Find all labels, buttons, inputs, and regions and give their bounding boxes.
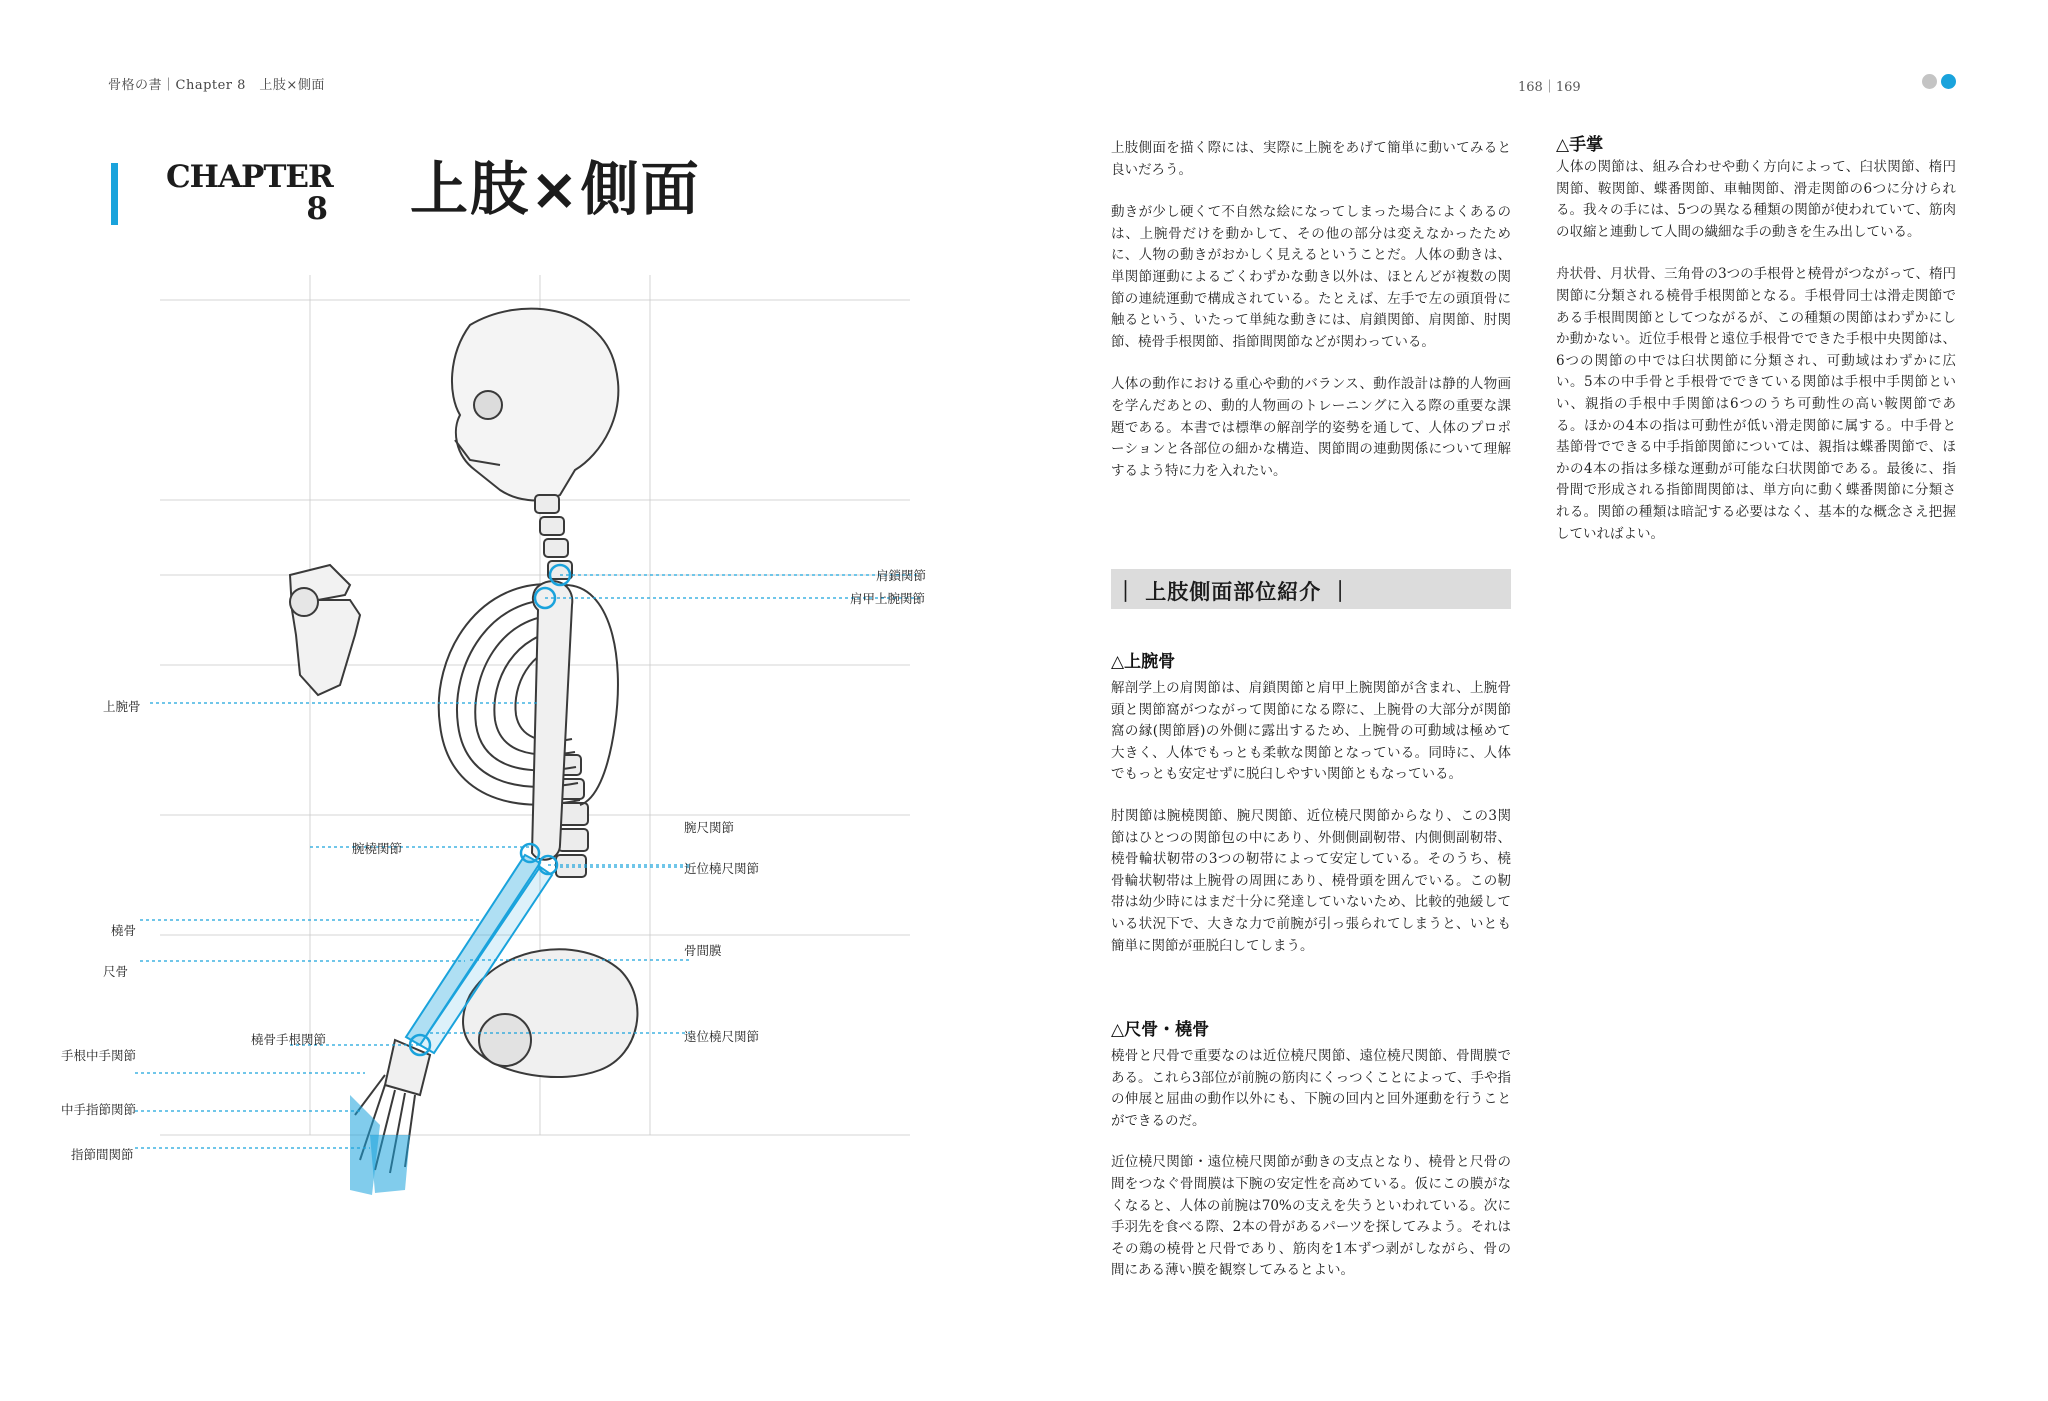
section-title: ｜ 上肢側面部位紹介 ｜ (1115, 580, 1352, 604)
label-interphalangeal-joint: 指節間関節 (71, 1147, 134, 1162)
label-humeroradial-joint: 腕橈関節 (351, 841, 402, 856)
label-acromioclavicular-joint: 肩鎖関節 (876, 568, 927, 583)
skeleton-side-illustration (0, 255, 1000, 1255)
forearm-text (1111, 1046, 1511, 1302)
hand-paragraph-1: 人体の関節は、組み合わせや動く方向によって、臼状関節、楕円関節、鞍関節、蝶番関節、車軸関節、滑走関節の6つに分けられる。我々の手には、5つの異なる種類の関節が使われていて、筋肉の収縮と連動して人間の繊細な手の動きを生み出している。 (1556, 159, 1956, 240)
hand-heading: △手掌 (1556, 135, 1604, 155)
rib-cage (439, 584, 618, 805)
label-humeroulnar-joint: 腕尺関節 (684, 820, 735, 835)
page-indicator-dot-inactive (1922, 74, 1937, 89)
humerus-paragraph-1: 解剖学上の肩関節は、肩鎖関節と肩甲上腕関節が含まれ、上腕骨頭と関節窩がつながって関節になる際に、上腕骨の大部分が関節窩の縁(関節唇)の外側に露出するため、上腕骨の可動域は極めて大きく、人体でもっとも柔軟な関節となっている。同時に、人体でもっとも安定せずに脱臼しやすい関節ともなっている。 (1111, 680, 1511, 783)
humerus-heading: △上腕骨 (1111, 652, 1176, 672)
page-numbers: 168｜169 (1518, 80, 1581, 95)
intro-paragraph-3: 人体の動作における重心や動的バランス、動作設計は静的人物画を学んだあとの、動的人物画のトレーニングに入る際の重要な課題である。本書では標準の解剖学的姿勢を通して、人体のプロポーションと各部位の細かな構造、関節間の連動関係について理解するよう特に力を入れたい。 (1111, 376, 1511, 479)
label-interosseous-membrane: 骨間膜 (684, 943, 722, 958)
forearm-paragraph-2: 近位橈尺関節・遠位橈尺関節が動きの支点となり、橈骨と尺骨の間をつなぐ骨間膜は下腕の安定性を高めている。仮にこの膜がなくなると、人体の前腕は70%の支えを失うといわれている。次に手羽先を食べる際、2本の骨があるパーツを探してみよう。それはその鶏の橈骨と尺骨であり、筋肉を1本ずつ剥がしながら、骨の間にある薄い膜を観察してみるとよい。 (1111, 1154, 1511, 1279)
label-distal-radioulnar-joint: 遠位橈尺関節 (684, 1029, 760, 1044)
label-radiocarpal-joint: 橈骨手根関節 (250, 1032, 326, 1047)
humerus-paragraph-2: 肘関節は腕橈関節、腕尺関節、近位橈尺関節からなり、この3関節はひとつの関節包の中にあり、外側側副靭帯、内側側副靭帯、橈骨輪状靭帯の3つの靭帯によって安定している。そのうち、橈骨輪状靭帯は上腕骨の周囲にあり、橈骨頭を囲んでいる。この靭帯は幼少時にはまだ十分に発達していないため、比較的弛緩している状況下で、大きな力で前腕が引っ張られてしまうと、いとも簡単に関節が亜脱臼してしまう。 (1111, 807, 1511, 954)
chapter-label: CHAPTER (166, 159, 333, 195)
label-humerus: 上腕骨 (103, 699, 141, 714)
page-indicator-dot-active (1941, 74, 1956, 89)
label-carpometacarpal-joint: 手根中手関節 (61, 1048, 137, 1063)
intro-paragraph-2: 動きが少し硬くて不自然な絵になってしまった場合によくあるのは、上腕骨だけを動かして、その他の部分は変えなかったために、人物の動きがおかしく見えるということだ。人体の動きは、単関節運動によるごくわずかな動き以外は、ほとんどが複数の関節の連続運動で構成されている。たとえば、左手で左の頭頂骨に触るという、いたって単純な動きには、肩鎖関節、肩関節、肘関節、橈骨手根関節、指節間関節などが関わっている。 (1111, 204, 1511, 350)
forearm-paragraph-1: 橈骨と尺骨で重要なのは近位橈尺関節、遠位橈尺関節、骨間膜である。これら3部位が前腕の筋肉にくっつくことによって、手や指の伸展と屈曲の動作以外にも、下腕の回内と回外運動を行うことができるのだ。 (1111, 1048, 1511, 1129)
label-ulna: 尺骨 (103, 964, 129, 979)
hand-text (1556, 157, 1956, 566)
hand-paragraph-2: 舟状骨、月状骨、三角骨の3つの手根骨と橈骨がつながって、楕円関節に分類される橈骨手根関節となる。手根骨同士は滑走関節である手根間関節としてつながるが、この種類の関節はわずかにしか動かない。近位手根骨と遠位手根骨でできた手根中央関節は、6つの関節の中では臼状関節に分類され、可動域はわずかに広い。5本の中手骨と手根骨でできている関節は手根中手関節といい、親指の手根中手関節は6つのうち可動性の高い鞍関節である。ほかの4本の指は可動性が低い滑走関節に属する。中手骨と基節骨でできる中手指節関節については、親指は蝶番関節で、ほかの4本の指は多様な運動が可能な臼状関節である。最後に、指骨間で形成される指節間関節は、単方向に動く蝶番関節に分類される。関節の種類は暗記する必要はなく、基本的な概念さえ把握していればよい。 (1556, 266, 1956, 542)
label-radius: 橈骨 (111, 923, 137, 938)
chapter-title: 上肢×側面 (410, 155, 701, 223)
intro-paragraph-1: 上肢側面を描く際には、実際に上腕をあげて簡単に動いてみると良いだろう。 (1111, 140, 1511, 178)
label-proximal-radioulnar-joint: 近位橈尺関節 (684, 861, 760, 876)
scapula (290, 565, 360, 695)
running-head: 骨格の書｜Chapter 8 上肢×側面 (108, 78, 325, 93)
forearm-heading: △尺骨・橈骨 (1111, 1020, 1210, 1040)
label-metacarpophalangeal-joint: 中手指節関節 (61, 1102, 137, 1117)
skull (452, 309, 618, 501)
chapter-number: 8 (306, 191, 328, 227)
label-glenohumeral-joint: 肩甲上腕関節 (850, 591, 926, 606)
intro-text (1111, 138, 1511, 503)
humerus-text (1111, 678, 1511, 977)
chapter-accent-bar (111, 163, 118, 225)
